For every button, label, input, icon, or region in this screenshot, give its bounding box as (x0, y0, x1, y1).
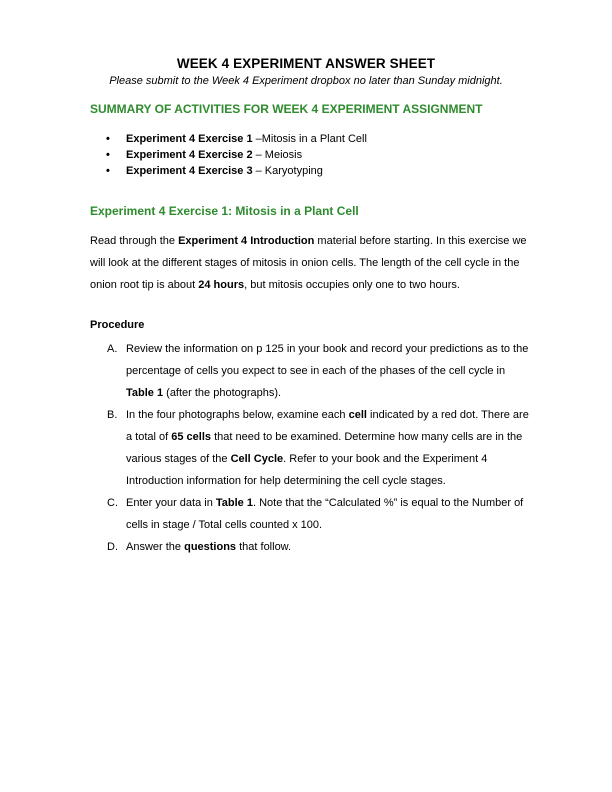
intro-paragraph (90, 230, 530, 296)
page-title: WEEK 4 EXPERIMENT ANSWER SHEET (176, 56, 436, 71)
step-text: that follow. (236, 541, 292, 553)
procedure-label: Procedure (90, 319, 145, 331)
step-text: Enter your data in (126, 497, 216, 509)
procedure-step (90, 536, 530, 558)
summary-item-title: Experiment 4 Exercise 2 (126, 149, 253, 161)
exercise-heading: Experiment 4 Exercise 1: Mitosis in a Plant Cell (90, 204, 359, 218)
bullet-icon: • (106, 133, 110, 145)
intro-text: material before starting. In this exercise we will look at the different stages of mitosis in onion cells. The length of the cell cycle in the onion root tip is about (90, 235, 527, 291)
step-bold: Table 1 (126, 387, 164, 399)
page-subtitle: Please submit to the Week 4 Experiment dropbox no later than Sunday midnight. (109, 75, 503, 87)
summary-item (106, 147, 367, 163)
summary-item (106, 131, 367, 147)
step-letter: A. (107, 343, 118, 355)
step-text: . Note that the “Calculated %” is equal to the Number of cells in stage / Total cells counted x 100. (126, 497, 524, 531)
step-bold: cell (348, 409, 367, 421)
summary-heading: SUMMARY OF ACTIVITIES FOR WEEK 4 EXPERIMENT ASSIGNMENT (90, 102, 483, 116)
procedure-step (90, 404, 530, 492)
intro-text: Read through the (90, 235, 179, 247)
bullet-icon: • (106, 165, 110, 177)
summary-list (106, 131, 367, 179)
step-bold: questions (184, 541, 237, 553)
summary-item-desc: –Mitosis in a Plant Cell (252, 133, 367, 145)
procedure-step (90, 492, 530, 536)
summary-item-title: Experiment 4 Exercise 3 (126, 165, 253, 177)
summary-item-desc: – Meiosis (252, 149, 303, 161)
intro-text: , but mitosis occupies only one to two hours. (244, 279, 460, 291)
procedure-step (90, 338, 530, 404)
step-letter: D. (107, 541, 118, 553)
step-text: Answer the (126, 541, 185, 553)
intro-bold: Experiment 4 Introduction (178, 235, 315, 247)
intro-bold: 24 hours (198, 279, 245, 291)
step-letter: C. (107, 497, 118, 509)
step-text: In the four photographs below, examine each (126, 409, 349, 421)
step-text: indicated by a red dot. There are a total of (126, 409, 529, 443)
bullet-icon: • (106, 149, 110, 161)
step-text: Review the information on p 125 in your book and record your predictions as to the percentage of cells you expect to see in each of the phases of the cell cycle in (126, 343, 529, 377)
step-text: that need to be examined. Determine how many cells are in the various stages of the (126, 431, 523, 465)
step-bold: Table 1 (215, 497, 253, 509)
step-bold: Cell Cycle (230, 453, 284, 465)
step-bold: 65 cells (171, 431, 212, 443)
step-text: (after the photographs). (163, 387, 282, 399)
summary-item-desc: – Karyotyping (252, 165, 323, 177)
step-text: . Refer to your book and the Experiment 4 Introduction information for help determining the cell cycle stages. (126, 453, 488, 487)
procedure-steps (90, 338, 530, 558)
summary-item (106, 163, 367, 179)
step-letter: B. (107, 409, 118, 421)
summary-item-title: Experiment 4 Exercise 1 (126, 133, 253, 145)
